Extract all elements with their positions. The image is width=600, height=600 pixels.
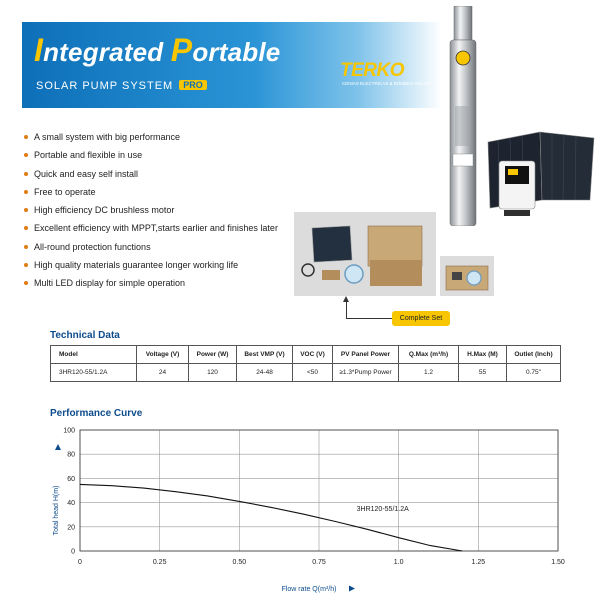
x-tick-label: 0.50: [232, 559, 247, 566]
column-header: Outlet (Inch): [507, 346, 561, 364]
table-cell: <50: [293, 364, 333, 382]
complete-set-image: [294, 212, 436, 296]
x-tick-label: 1.25: [471, 559, 486, 566]
brand-name: TERKO: [340, 60, 404, 81]
table-row: [51, 364, 561, 382]
column-header: Power (W): [189, 346, 237, 364]
bullet-icon: [24, 245, 28, 249]
x-tick-label: 1.50: [551, 559, 565, 566]
column-header: Voltage (V): [137, 346, 189, 364]
page-subtitle: SOLAR PUMP SYSTEM PRO: [36, 80, 207, 92]
table-cell: 0.75": [507, 364, 561, 382]
technical-data-table: [50, 345, 561, 382]
pro-badge: PRO: [179, 80, 207, 90]
list-item: Excellent efficiency with MPPT,starts earlier and finishes later: [24, 219, 294, 237]
y-tick-label: 80: [67, 451, 75, 459]
technical-data-heading: Technical Data: [50, 330, 120, 341]
bullet-icon: [24, 208, 28, 212]
bullet-icon: [24, 172, 28, 176]
brand-tagline: CENIAS ELECTRICAS & BOMBEO SOLAR: [342, 81, 431, 86]
table-cell: ≥1.3*Pump Power: [333, 364, 399, 382]
performance-chart: [0, 420, 600, 600]
x-tick-label: 0.25: [152, 559, 167, 566]
callout-line: [346, 300, 347, 318]
y-tick-label: 20: [67, 524, 75, 532]
x-tick-label: 1.0: [393, 559, 404, 566]
y-tick-label: 60: [67, 475, 75, 483]
table-cell: 24: [137, 364, 189, 382]
y-axis-label: Total head H(m): [53, 485, 60, 536]
brand-logo: [340, 60, 432, 90]
table-cell: 1.2: [399, 364, 459, 382]
y-axis-arrow-icon: [55, 444, 61, 450]
column-header: PV Panel Power: [333, 346, 399, 364]
column-header: VOC (V): [293, 346, 333, 364]
bullet-icon: [24, 153, 28, 157]
column-header: Best VMP (V): [237, 346, 293, 364]
column-header: Q.Max (m³/h): [399, 346, 459, 364]
list-item: High efficiency DC brushless motor: [24, 201, 294, 219]
table-cell: 120: [189, 364, 237, 382]
x-axis-arrow-icon: [349, 586, 355, 592]
column-header: Model: [51, 346, 137, 364]
controller-image: [498, 160, 536, 218]
series-label: 3HR120-55/1.2A: [356, 506, 409, 514]
x-tick-label: 0: [78, 559, 82, 566]
y-tick-label: 40: [67, 500, 75, 508]
feature-list: [24, 128, 294, 293]
bullet-icon: [24, 263, 28, 267]
column-header: H.Max (M): [459, 346, 507, 364]
list-item: A small system with big performance: [24, 128, 294, 146]
bullet-icon: [24, 190, 28, 194]
y-tick-label: 100: [63, 427, 75, 435]
series-line: [80, 484, 462, 551]
list-item: Multi LED display for simple operation: [24, 274, 294, 292]
table-header-row: [51, 346, 561, 364]
list-item: Free to operate: [24, 183, 294, 201]
list-item: All-round protection functions: [24, 238, 294, 256]
callout-line: [346, 318, 392, 319]
page-title: Integrated Portable: [34, 32, 281, 68]
complete-set-label: Complete Set: [392, 311, 450, 326]
accessories-image: [440, 256, 494, 296]
bullet-icon: [24, 226, 28, 230]
list-item: Quick and easy self install: [24, 165, 294, 183]
x-tick-label: 0.75: [312, 559, 326, 566]
table-cell: 55: [459, 364, 507, 382]
y-tick-label: 0: [71, 548, 75, 556]
bullet-icon: [24, 135, 28, 139]
x-axis-label: Flow rate Q(m³/h): [281, 586, 337, 593]
table-cell: 3HR120-55/1.2A: [51, 364, 137, 382]
solar-panels-image: [478, 130, 596, 210]
header-banner: [22, 22, 442, 108]
list-item: High quality materials guarantee longer working life: [24, 256, 294, 274]
performance-curve-heading: Performance Curve: [50, 408, 143, 419]
bullet-icon: [24, 281, 28, 285]
list-item: Portable and flexible in use: [24, 146, 294, 164]
table-cell: 24-48: [237, 364, 293, 382]
